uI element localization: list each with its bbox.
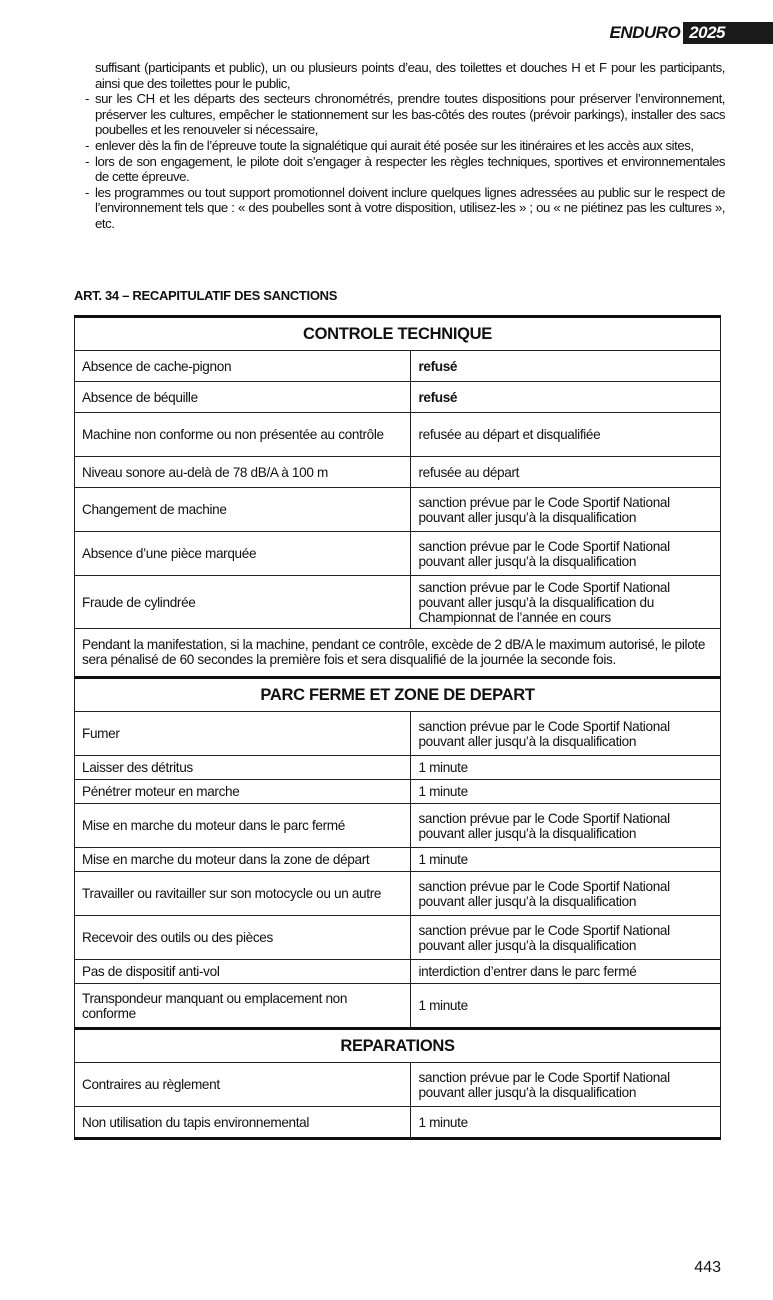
- infraction-cell: Fumer: [75, 712, 411, 756]
- table-row: [75, 712, 721, 756]
- infraction-cell: Transpondeur manquant ou emplacement non conforme: [75, 984, 411, 1029]
- infraction-cell: Machine non conforme ou non présentée au contrôle: [75, 413, 411, 457]
- section-heading-row: [75, 1029, 721, 1063]
- infraction-cell: Pénétrer moteur en marche: [75, 780, 411, 804]
- table-row: [75, 960, 721, 984]
- sanction-cell: refusée au départ et disqualifiée: [411, 413, 721, 457]
- intro-bullet: - sur les CH et les départs des secteurs chronométrés, prendre toutes dispositions pour préserver l’environnement, préserver les cultures, empêcher le stationnement sur les bas-côtés des routes (prévoir parkings), installer des sacs poubelles et les renouveler si nécessaire,: [83, 91, 725, 138]
- sanction-cell: sanction prévue par le Code Sportif National pouvant aller jusqu’à la disqualification: [411, 1063, 721, 1107]
- infraction-cell: Absence de cache-pignon: [75, 351, 411, 382]
- section-heading-row: [75, 678, 721, 712]
- table-row: [75, 848, 721, 872]
- section-heading: CONTROLE TECHNIQUE: [75, 317, 721, 351]
- infraction-cell: Mise en marche du moteur dans le parc fermé: [75, 804, 411, 848]
- sanction-cell: 1 minute: [411, 756, 721, 780]
- infraction-cell: Laisser des détritus: [75, 756, 411, 780]
- enduro-2025-logo: [610, 22, 773, 44]
- table-row: [75, 576, 721, 629]
- table-row: [75, 872, 721, 916]
- infraction-cell: Absence de béquille: [75, 382, 411, 413]
- intro-bullet: - lors de son engagement, le pilote doit s’engager à respecter les règles techniques, sportives et environnementales de cette épreuve.: [83, 154, 725, 185]
- table-row: [75, 1107, 721, 1139]
- sanctions-table: [74, 315, 721, 1140]
- infraction-cell: Pas de dispositif anti-vol: [75, 960, 411, 984]
- table-row: [75, 351, 721, 382]
- sanction-cell: sanction prévue par le Code Sportif National pouvant aller jusqu’à la disqualification: [411, 712, 721, 756]
- sanction-cell: refusé: [411, 351, 721, 382]
- table-row: [75, 756, 721, 780]
- section-heading: REPARATIONS: [75, 1029, 721, 1063]
- sanction-cell: interdiction d’entrer dans le parc fermé: [411, 960, 721, 984]
- intro-text: [83, 60, 725, 232]
- table-row: [75, 457, 721, 488]
- infraction-cell: Fraude de cylindrée: [75, 576, 411, 629]
- sanction-cell: sanction prévue par le Code Sportif National pouvant aller jusqu’à la disqualification: [411, 488, 721, 532]
- infraction-cell: Non utilisation du tapis environnemental: [75, 1107, 411, 1139]
- table-row: [75, 488, 721, 532]
- section-heading-row: [75, 317, 721, 351]
- sanction-cell: 1 minute: [411, 1107, 721, 1139]
- infraction-cell: Travailler ou ravitailler sur son motocycle ou un autre: [75, 872, 411, 916]
- table-row: [75, 984, 721, 1029]
- intro-bullet: - enlever dès la fin de l’épreuve toute la signalétique qui aurait été posée sur les itinéraires et les accès aux sites,: [83, 138, 725, 154]
- sanction-cell: sanction prévue par le Code Sportif National pouvant aller jusqu’à la disqualification du Championnat de l’année en cours: [411, 576, 721, 629]
- sanction-cell: 1 minute: [411, 848, 721, 872]
- infraction-cell: Mise en marche du moteur dans la zone de départ: [75, 848, 411, 872]
- sound-level-note: Pendant la manifestation, si la machine, pendant ce contrôle, excède de 2 dB/A le maximum autorisé, le pilote sera pénalisé de 60 secondes la première fois et sera disqualifié de la journée la seconde fois.: [75, 629, 721, 678]
- table-row: [75, 382, 721, 413]
- table-row: [75, 916, 721, 960]
- logo-year: 2025: [683, 22, 773, 44]
- logo-word: ENDURO: [609, 23, 681, 42]
- infraction-cell: Contraires au règlement: [75, 1063, 411, 1107]
- article-title: ART. 34 – RECAPITULATIF DES SANCTIONS: [74, 288, 338, 303]
- sanction-cell: refusé: [411, 382, 721, 413]
- page-number: 443: [694, 1259, 721, 1276]
- sanction-cell: sanction prévue par le Code Sportif National pouvant aller jusqu’à la disqualification: [411, 804, 721, 848]
- sanction-cell: sanction prévue par le Code Sportif National pouvant aller jusqu’à la disqualification: [411, 532, 721, 576]
- sanction-cell: refusée au départ: [411, 457, 721, 488]
- sanction-cell: sanction prévue par le Code Sportif National pouvant aller jusqu’à la disqualification: [411, 916, 721, 960]
- table-row: [75, 1063, 721, 1107]
- infraction-cell: Recevoir des outils ou des pièces: [75, 916, 411, 960]
- table-row: [75, 780, 721, 804]
- infraction-cell: Changement de machine: [75, 488, 411, 532]
- table-row: [75, 804, 721, 848]
- table-row: [75, 532, 721, 576]
- intro-bullet: - les programmes ou tout support promotionnel doivent inclure quelques lignes adressées au public sur le respect de l’environnement tels que : « des poubelles sont à votre disposition, utilisez-les » ; ou « ne piétinez pas les cultures », etc.: [83, 185, 725, 232]
- intro-continuation: suffisant (participants et public), un ou plusieurs points d’eau, des toilettes et douches H et F pour les participants, ainsi que des toilettes pour le public,: [95, 60, 725, 91]
- section-heading: PARC FERME ET ZONE DE DEPART: [75, 678, 721, 712]
- infraction-cell: Absence d’une pièce marquée: [75, 532, 411, 576]
- sanction-cell: sanction prévue par le Code Sportif National pouvant aller jusqu’à la disqualification: [411, 872, 721, 916]
- infraction-cell: Niveau sonore au-delà de 78 dB/A à 100 m: [75, 457, 411, 488]
- sanction-cell: 1 minute: [411, 780, 721, 804]
- sanction-cell: 1 minute: [411, 984, 721, 1029]
- table-row: [75, 413, 721, 457]
- note-row: [75, 629, 721, 678]
